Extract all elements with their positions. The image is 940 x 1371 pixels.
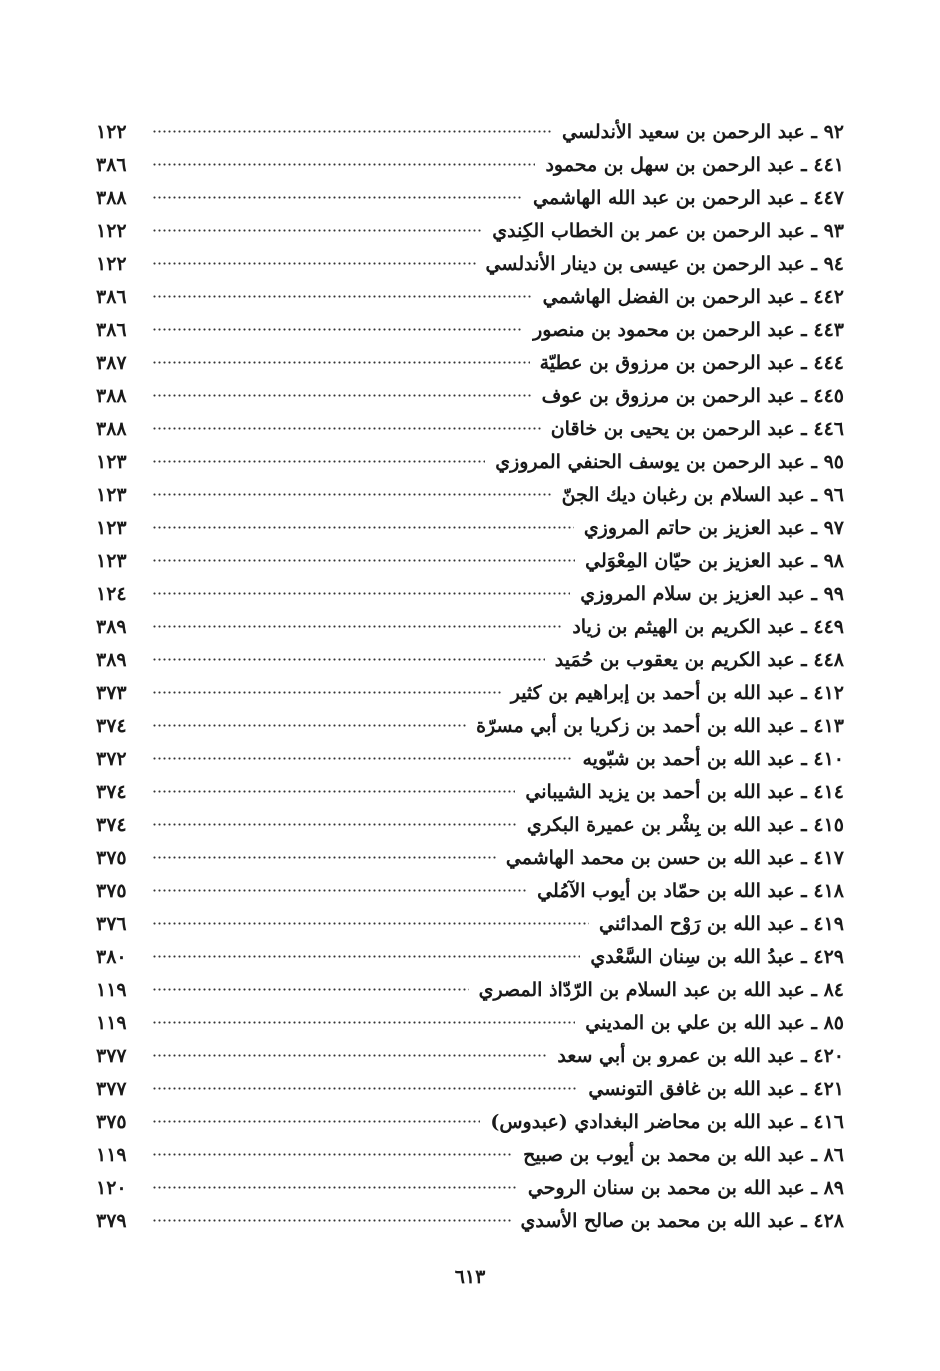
entry-title: ٨٤ ـ عبد الله بن عبد السلام بن الرّدّاذ المصري — [478, 978, 844, 1001]
entry-title: ٩٥ ـ عبد الرحمن بن يوسف الحنفي المروزي — [495, 450, 844, 473]
entry-title: ٨٦ ـ عبد الله بن محمد بن أيوب بن صبيح — [523, 1143, 844, 1166]
index-entry — [96, 577, 844, 610]
entry-page-number: ١٢٣ — [96, 450, 127, 473]
entry-page-number: ١٢٣ — [96, 483, 127, 506]
dot-leader — [152, 1050, 547, 1062]
entry-page-number: ١٢٢ — [96, 252, 127, 275]
entry-page-number: ٣٨٨ — [96, 384, 127, 407]
dot-leader — [152, 126, 552, 138]
dot-leader — [152, 555, 575, 567]
entry-page-number: ١١٩ — [96, 1011, 127, 1034]
dot-leader — [152, 1116, 480, 1128]
dot-leader — [152, 1017, 575, 1029]
entry-page-number: ٣٧٦ — [96, 912, 127, 935]
index-entry — [96, 214, 844, 247]
entry-title: ٤١٨ ـ عبد الله بن حمّاد بن أيوب الآمُلي — [537, 879, 844, 902]
entry-title: ٤٤٧ ـ عبد الرحمن بن عبد الله الهاشمي — [533, 186, 844, 209]
dot-leader — [152, 753, 572, 765]
entry-page-number: ٣٨٧ — [96, 351, 127, 374]
index-list — [96, 115, 844, 1237]
entry-title: ٤١٠ ـ عبد الله بن أحمد بن شبّويه — [582, 747, 844, 770]
index-entry — [96, 1072, 844, 1105]
page-number: ٦١٣ — [454, 1266, 486, 1288]
entry-title: ٤١٤ ـ عبد الله بن أحمد بن يزيد الشيباني — [525, 780, 844, 803]
entry-page-number: ٣٨٩ — [96, 615, 127, 638]
entry-title: ٨٩ ـ عبد الله بن محمد بن سنان الروحي — [527, 1176, 844, 1199]
entry-page-number: ٣٧٤ — [96, 714, 127, 737]
entry-title: ٩٢ ـ عبد الرحمن بن سعيد الأندلسي — [562, 120, 844, 143]
entry-page-number: ٣٧٤ — [96, 780, 127, 803]
entry-page-number: ٣٧٥ — [96, 1110, 127, 1133]
entry-page-number: ١٢٢ — [96, 219, 127, 242]
dot-leader — [152, 885, 527, 897]
index-entry — [96, 907, 844, 940]
dot-leader — [152, 621, 562, 633]
index-entry — [96, 1105, 844, 1138]
index-entry — [96, 874, 844, 907]
index-entry — [96, 1006, 844, 1039]
dot-leader — [152, 456, 485, 468]
entry-title: ٤١٥ ـ عبد الله بن بِشْر بن عميرة البكري — [526, 813, 844, 836]
entry-page-number: ١٢٢ — [96, 120, 127, 143]
index-entry — [96, 742, 844, 775]
dot-leader — [152, 159, 535, 171]
entry-title: ٤٤٩ ـ عبد الكريم بن الهيثم بن زياد — [572, 615, 844, 638]
index-entry — [96, 841, 844, 874]
entry-title: ٤٤٢ ـ عبد الرحمن بن الفضل الهاشمي — [542, 285, 844, 308]
entry-title: ٤٢٩ ـ عبدُ الله بن سِنان السَّعْدي — [590, 945, 844, 968]
entry-page-number: ٣٨٨ — [96, 417, 127, 440]
entry-title: ٤٤١ ـ عبد الرحمن بن سهل بن محمود — [545, 153, 844, 176]
entry-page-number: ٣٨٩ — [96, 648, 127, 671]
dot-leader — [152, 951, 580, 963]
index-entry — [96, 676, 844, 709]
entry-page-number: ١١٩ — [96, 1143, 127, 1166]
dot-leader — [152, 258, 476, 270]
entry-page-number: ٣٧٧ — [96, 1077, 127, 1100]
dot-leader — [152, 390, 532, 402]
dot-leader — [152, 522, 574, 534]
entry-title: ٩٩ ـ عبد العزيز بن سلام المروزي — [580, 582, 844, 605]
dot-leader — [152, 654, 545, 666]
entry-page-number: ٣٧٧ — [96, 1044, 127, 1067]
dot-leader — [152, 357, 530, 369]
index-entry — [96, 940, 844, 973]
entry-title: ٤٢٠ ـ عبد الله بن عمرو بن أبي سعد — [557, 1044, 844, 1067]
index-entry — [96, 280, 844, 313]
entry-title: ٩٤ ـ عبد الرحمن بن عيسى بن دينار الأندلسي — [485, 252, 844, 275]
index-entry — [96, 808, 844, 841]
dot-leader — [152, 819, 517, 831]
entry-title: ٤٤٨ ـ عبد الكريم بن يعقوب بن حُمَيد — [554, 648, 844, 671]
dot-leader — [152, 984, 469, 996]
dot-leader — [152, 786, 515, 798]
index-entry — [96, 1204, 844, 1237]
entry-title: ٤٤٦ ـ عبد الرحمن بن يحيى بن خاقان — [550, 417, 844, 440]
dot-leader — [152, 588, 570, 600]
entry-title: ٤٤٣ ـ عبد الرحمن بن محمود بن منصور — [533, 318, 844, 341]
index-entry — [96, 247, 844, 280]
entry-page-number: ٣٨٦ — [96, 318, 127, 341]
entry-title: ٤١٩ ـ عبد الله بن رَوْح المدائني — [599, 912, 844, 935]
dot-leader — [152, 225, 482, 237]
index-entry — [96, 973, 844, 1006]
index-entry — [96, 445, 844, 478]
entry-page-number: ١٢٤ — [96, 582, 127, 605]
dot-leader — [152, 1149, 513, 1161]
entry-title: ٤٤٥ ـ عبد الرحمن بن مرزوق بن عوف — [541, 384, 844, 407]
index-entry — [96, 148, 844, 181]
dot-leader — [152, 1083, 578, 1095]
dot-leader — [152, 918, 589, 930]
entry-page-number: ٣٧٩ — [96, 1209, 127, 1232]
entry-title: ٤١٦ ـ عبد الله بن محاضر البغدادي (عبدوس) — [490, 1110, 844, 1133]
dot-leader — [152, 192, 523, 204]
entry-page-number: ١٢٠ — [96, 1176, 127, 1199]
entry-page-number: ٣٨٨ — [96, 186, 127, 209]
dot-leader — [152, 852, 496, 864]
index-entry — [96, 313, 844, 346]
index-entry — [96, 709, 844, 742]
entry-page-number: ٣٧٤ — [96, 813, 127, 836]
index-entry — [96, 181, 844, 214]
entry-title: ٩٣ ـ عبد الرحمن بن عمر بن الخطاب الكِندي — [492, 219, 844, 242]
index-entry — [96, 610, 844, 643]
entry-page-number: ٣٨٠ — [96, 945, 127, 968]
entry-title: ٤١٢ ـ عبد الله بن أحمد بن إبراهيم بن كثير — [510, 681, 844, 704]
entry-title: ٩٦ ـ عبد السلام بن رغبان ديك الجنّ — [561, 483, 844, 506]
entry-page-number: ١٢٣ — [96, 549, 127, 572]
index-entry — [96, 1039, 844, 1072]
index-entry — [96, 346, 844, 379]
dot-leader — [152, 423, 541, 435]
entry-title: ٤١٧ ـ عبد الله بن حسن بن محمد الهاشمي — [505, 846, 844, 869]
dot-leader — [152, 324, 523, 336]
entry-page-number: ٣٨٦ — [96, 285, 127, 308]
dot-leader — [152, 1182, 518, 1194]
index-entry — [96, 1138, 844, 1171]
index-entry — [96, 511, 844, 544]
entry-page-number: ٣٧٢ — [96, 747, 127, 770]
index-entry — [96, 412, 844, 445]
entry-title: ٤١٣ ـ عبد الله بن أحمد بن زكريا بن أبي مسرّة — [476, 714, 844, 737]
dot-leader — [152, 687, 501, 699]
entry-title: ٤٤٤ ـ عبد الرحمن بن مرزوق بن عطيّة — [539, 351, 844, 374]
dot-leader — [152, 489, 552, 501]
index-entry — [96, 1171, 844, 1204]
entry-page-number: ٣٧٥ — [96, 879, 127, 902]
entry-title: ٤٢٨ ـ عبد الله بن محمد بن صالح الأسدي — [520, 1209, 844, 1232]
index-entry — [96, 379, 844, 412]
entry-page-number: ٣٧٥ — [96, 846, 127, 869]
index-entry — [96, 115, 844, 148]
entry-page-number: ١٢٣ — [96, 516, 127, 539]
entry-page-number: ١١٩ — [96, 978, 127, 1001]
dot-leader — [152, 1215, 511, 1227]
index-entry — [96, 544, 844, 577]
entry-title: ٨٥ ـ عبد الله بن علي بن المديني — [585, 1011, 844, 1034]
index-entry — [96, 775, 844, 808]
index-entry — [96, 643, 844, 676]
dot-leader — [152, 291, 533, 303]
entry-title: ٩٨ ـ عبد العزيز بن حيّان المِعْوَلي — [585, 549, 844, 572]
entry-title: ٤٢١ ـ عبد الله بن غافق التونسي — [588, 1077, 844, 1100]
entry-page-number: ٣٨٦ — [96, 153, 127, 176]
entry-title: ٩٧ ـ عبد العزيز بن حاتم المروزي — [583, 516, 844, 539]
entry-page-number: ٣٧٣ — [96, 681, 127, 704]
dot-leader — [152, 720, 466, 732]
index-entry — [96, 478, 844, 511]
